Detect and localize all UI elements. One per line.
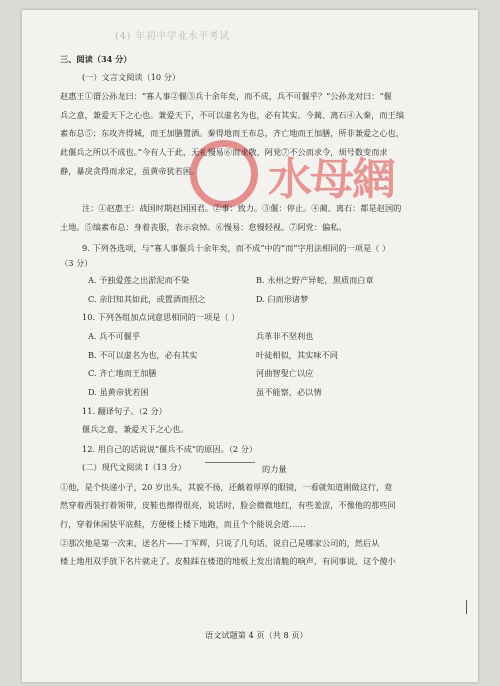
essay-line: 然穿着西装打着领带，皮鞋也擦得很亮，说话时，脸会微微地红，有些羞涩，不像他的那些同 (60, 500, 396, 510)
section-title: 三、阅读（34 分） (60, 54, 132, 64)
passage-line: 赵惠王①谓公孙龙曰：“寡人事②偃③兵十余年矣，而不成，兵不可偃乎？”公孙龙对曰：“偃 (60, 91, 392, 101)
bleed-through-text: (4) 年初中学业水平考试 (115, 31, 230, 42)
question-9-score: （3 分） (60, 258, 93, 268)
q10-option-a-left: A. 兵不可偃乎 (88, 331, 141, 341)
q9-option-b: B. 永州之野产异蛇，黑质而白章 (256, 275, 374, 285)
modern-reading-title: (二）现代文阅读 I（13 分） (82, 462, 186, 472)
essay-line: ②那次他是第一次来，送名片——丁军辉，只说了几句话，说自己是哪家公司的，然后从 (60, 538, 380, 548)
question-11-sentence: 偃兵之意，兼爱天下之心也。 (82, 424, 189, 434)
q9-option-c: C. 亲旧知其如此，或置酒而招之 (88, 294, 206, 304)
subsection-title: (一）文言文阅读（10 分） (82, 72, 181, 82)
q10-option-b-right: 叶徒相似，其实味不同 (256, 350, 338, 360)
q10-option-d-right: 虽不能察，必以情 (256, 387, 322, 397)
question-12: 12. 用自己的话说说“偃兵不成”的原因。（2 分） (82, 444, 258, 454)
watermark-text: 水母網 (268, 154, 394, 205)
page-footer: 语文试题第 4 页（共 8 页） (205, 630, 308, 640)
annotation-line: 土地。⑤缟素布总：身着丧服，表示哀悼。⑥慢易：怠慢轻视。⑦阿党：偏私。 (60, 222, 347, 232)
essay-line: ①他，是个快递小子，20 岁出头，其貌不扬，还戴着厚厚的眼镜，一看就知道刚做这行，竟 (60, 482, 393, 492)
question-10: 10. 下列各组加点词意思相同的一项是（ ） (82, 312, 240, 322)
essay-line: 行，穿着休闲装平底鞋，方便楼上楼下地跑，而且个个能说会道…… (60, 519, 306, 529)
essay-title: 的力量 (262, 464, 287, 474)
passage-line: 静，暴戾贪得而求定，虽黄帝犹若困。 (60, 166, 200, 176)
q10-option-a-right: 兵革非不坚利也 (256, 331, 314, 341)
q10-option-c-right: 河曲智叟亡以应 (256, 368, 314, 378)
title-blank (205, 462, 255, 463)
passage-line: 素布总⑤；东攻齐得城，而王加膳置酒。秦得地而王布总，齐亡地而王加膳，所非兼爱之心也， (60, 128, 404, 138)
q9-option-a: A. 予独爱莲之出淤泥而不染 (88, 275, 190, 285)
q10-option-d-left: D. 虽黄帝犹若困 (88, 387, 149, 397)
passage-line: 兵之意，兼爱天下之心也。兼爱天下，不可以虚名为也，必有其实。今蔺、离石④入秦，而王缟 (60, 110, 404, 120)
question-9: 9. 下列各选项，与“寡人事偃兵十余年矣，而不成”中的“而”字用法相同的一项是（ ） (82, 243, 391, 253)
passage-line: 此偃兵之所以不成也。”今有人于此，无礼慢易⑥而求敬，阿党⑦不公而求令，烦号数变而求 (60, 147, 388, 157)
annotation-line: 注：①赵惠王：战国时期赵国国君。②事：致力。③偃：停止。④蔺、离石：都是赵国的 (82, 203, 402, 213)
question-11: 11. 翻译句子。（2 分） (82, 406, 167, 416)
q10-option-c-left: C. 齐亡地而王加膳 (88, 368, 157, 378)
margin-mark (466, 600, 467, 614)
essay-line: 楼上地用双手放下名片就走了。皮鞋踩在楼道的地板上发出清脆的响声，有同事说，这个傻小 (60, 556, 396, 566)
q10-option-b-left: B. 不可以虚名为也，必有其实 (88, 350, 198, 360)
q9-option-d: D. 臼而形诸梦 (256, 294, 309, 304)
